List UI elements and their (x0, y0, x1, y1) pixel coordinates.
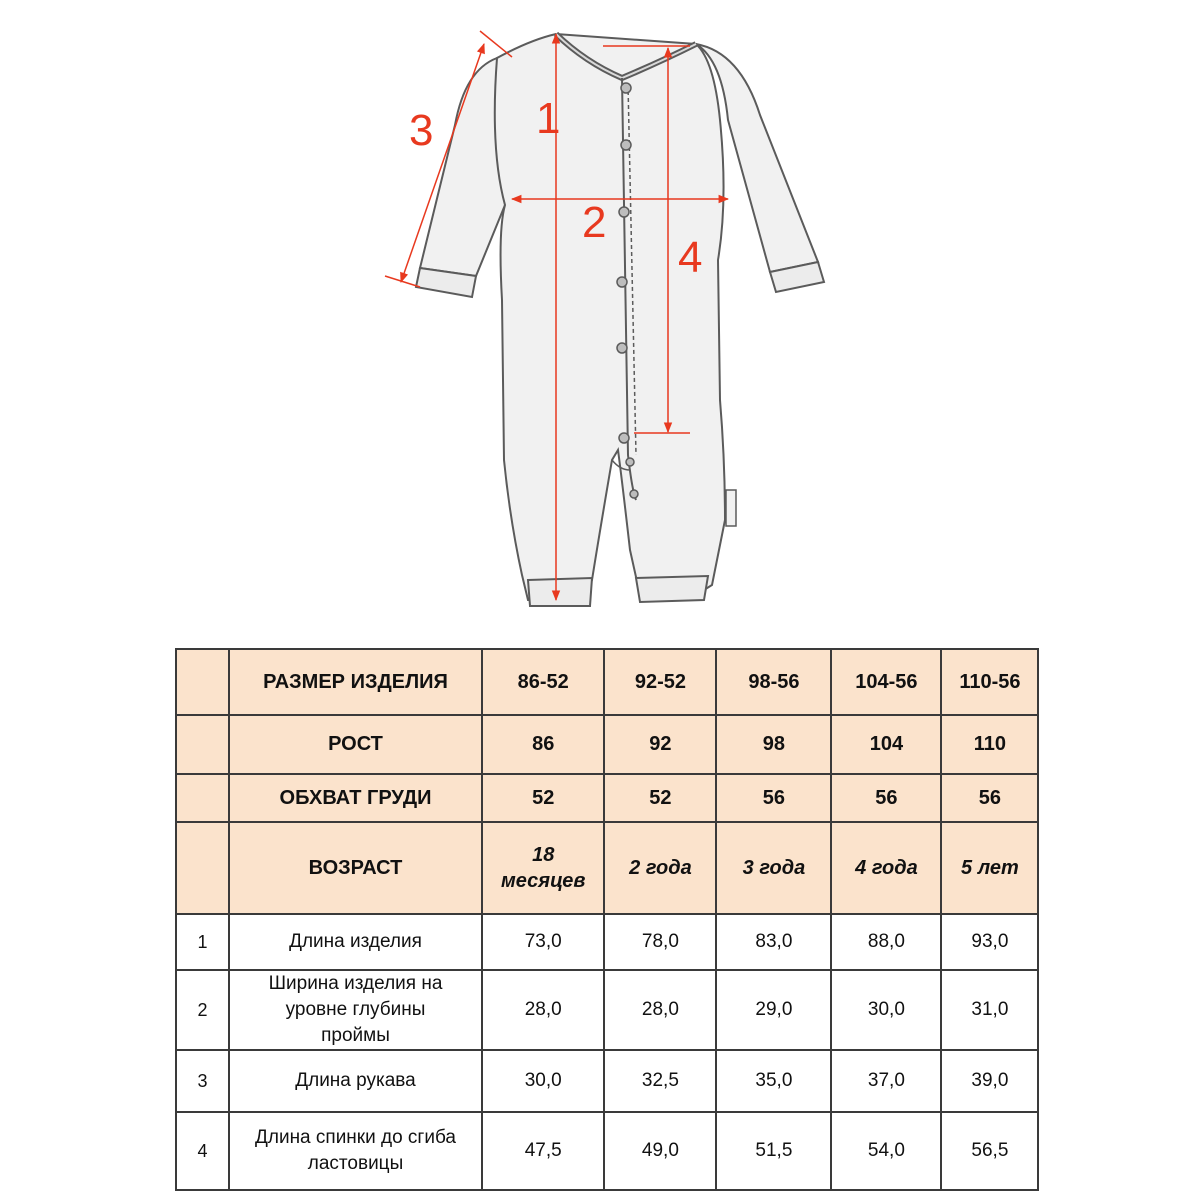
row-index (176, 649, 229, 715)
row-height (176, 715, 1038, 774)
cell: 5 лет (941, 822, 1038, 914)
row-size (176, 649, 1038, 715)
cell: 98-56 (716, 649, 831, 715)
cell: 93,0 (941, 914, 1038, 970)
cell: 98 (716, 715, 831, 774)
row-label: ОБХВАТ ГРУДИ (229, 774, 482, 822)
cell: 92 (604, 715, 716, 774)
size-table (175, 648, 1039, 1191)
cell: 28,0 (482, 970, 604, 1050)
row-label: Длина рукава (229, 1050, 482, 1112)
cell: 4 года (831, 822, 941, 914)
row-age (176, 822, 1038, 914)
cell: 110-56 (941, 649, 1038, 715)
cell: 3 года (716, 822, 831, 914)
cell: 73,0 (482, 914, 604, 970)
cell: 29,0 (716, 970, 831, 1050)
cell: 2 года (604, 822, 716, 914)
cell: 28,0 (604, 970, 716, 1050)
cell: 49,0 (604, 1112, 716, 1190)
cell: 78,0 (604, 914, 716, 970)
cell: 47,5 (482, 1112, 604, 1190)
row-measure-3 (176, 1050, 1038, 1112)
row-index (176, 822, 229, 914)
cell: 52 (604, 774, 716, 822)
cell: 92-52 (604, 649, 716, 715)
cell: 56 (941, 774, 1038, 822)
cell: 83,0 (716, 914, 831, 970)
cell: 104-56 (831, 649, 941, 715)
row-index (176, 774, 229, 822)
row-label: Ширина изделия на уровне глубины проймы (229, 970, 482, 1050)
cell: 35,0 (716, 1050, 831, 1112)
row-label: РАЗМЕР ИЗДЕЛИЯ (229, 649, 482, 715)
measure-label-2: 2 (582, 198, 607, 247)
cell: 88,0 (831, 914, 941, 970)
row-index: 1 (176, 914, 229, 970)
cell: 18 месяцев (482, 822, 604, 914)
row-measure-2 (176, 970, 1038, 1050)
row-index: 2 (176, 970, 229, 1050)
cell: 32,5 (604, 1050, 716, 1112)
cell: 104 (831, 715, 941, 774)
measure-label-3: 3 (409, 106, 434, 155)
cell: 30,0 (831, 970, 941, 1050)
cell: 110 (941, 715, 1038, 774)
row-label: ВОЗРАСТ (229, 822, 482, 914)
row-label: Длина изделия (229, 914, 482, 970)
row-measure-4 (176, 1112, 1038, 1190)
measure-label-1: 1 (536, 94, 561, 143)
cell: 56,5 (941, 1112, 1038, 1190)
romper-outline (416, 34, 824, 606)
cell: 56 (716, 774, 831, 822)
cell: 54,0 (831, 1112, 941, 1190)
row-chest (176, 774, 1038, 822)
row-label: Длина спинки до сгиба ластовицы (229, 1112, 482, 1190)
row-index: 4 (176, 1112, 229, 1190)
row-label: РОСТ (229, 715, 482, 774)
cell: 51,5 (716, 1112, 831, 1190)
cell: 86-52 (482, 649, 604, 715)
cell: 52 (482, 774, 604, 822)
cell: 31,0 (941, 970, 1038, 1050)
cell: 86 (482, 715, 604, 774)
cell: 56 (831, 774, 941, 822)
row-index (176, 715, 229, 774)
cell: 37,0 (831, 1050, 941, 1112)
row-index: 3 (176, 1050, 229, 1112)
measure-label-4: 4 (678, 233, 703, 282)
row-measure-1 (176, 914, 1038, 970)
cell: 39,0 (941, 1050, 1038, 1112)
cell: 30,0 (482, 1050, 604, 1112)
